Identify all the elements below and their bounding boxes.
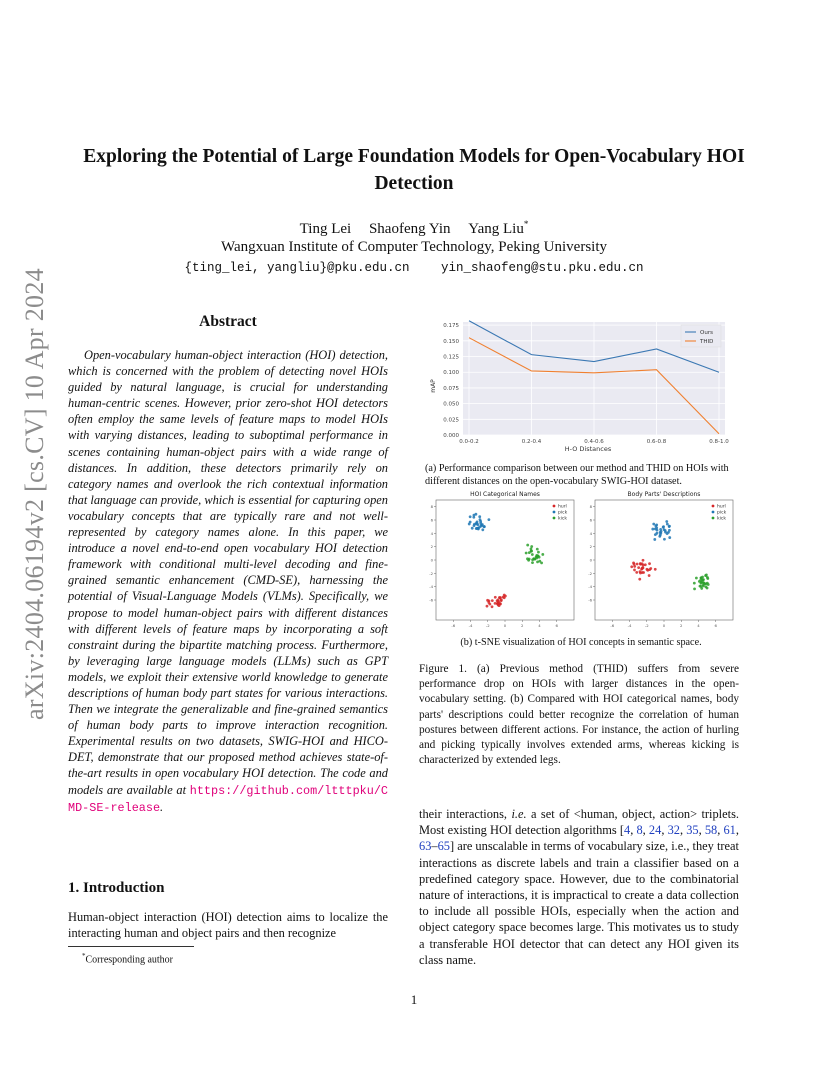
footnote-text: Corresponding author (85, 954, 173, 966)
footnote-mark: * (82, 952, 86, 960)
y-tick-label: 8 (589, 504, 592, 510)
scatter-point-hurl (494, 596, 497, 599)
scatter-point-kick (706, 577, 709, 580)
scatter-point-pick (473, 524, 476, 527)
footnote-divider (68, 946, 194, 947)
scatter-point-kick (706, 587, 709, 590)
scatter-point-hurl (642, 559, 645, 562)
affiliation: Wangxuan Institute of Computer Technology, Peking University (220, 239, 607, 255)
x-tick-label: 4 (697, 623, 700, 628)
y-tick-label: -4 (588, 584, 592, 590)
scatter-point-kick (537, 551, 540, 554)
scatter-point-hurl (499, 596, 502, 599)
scatter-point-kick (700, 587, 703, 590)
scatter-point-pick (666, 523, 669, 526)
scatter-point-pick (667, 531, 670, 534)
scatter-point-pick (653, 538, 656, 541)
scatter-point-hurl (641, 567, 644, 570)
citation-separator: , (661, 823, 668, 838)
x-tick-label: 0.0-0.2 (459, 439, 479, 445)
abstract-text: Open-vocabulary human-object interaction (HOI) detection, which is concerned with the problem of detecting novel HOIs guided by natural language, is crucial for understanding human-centric scenes. However, prior zero-shot HOI detectors often employ the same levels of feature maps to model HOIs with varying distances, leading to suboptimal performance in scenes containing human-object pairs with a wide range of distances. In addition, these detectors primarily rely on category names and overlook the rich contextual information that language can provide, which is essential for capturing open vocabulary concepts that are typically rare and not well-represented by category names alone. In this paper, we introduce a novel end-to-end open vocabulary HOI detection framework with conditional multi-level decoding and fine-grained semantic enhancement (CMD-SE), harnessing the potential of Visual-Language Models (VLMs). Specifically, we propose to model human-object pairs with different distances with different levels of feature maps by incorporating a soft constraint during the bipartite matching process. Furthermore, by leveraging large language models (LLMs) such as GPT models, we exploit their extensive world knowledge to generate descriptions of human body part states for various interactions. Then we integrate the generalizable and fine-grained semantics of human body parts to improve interaction recognition. Experimental results on two datasets, SWIG-HOI and HICO-DET, demonstrate that our proposed method achieves state-of-the-art results in open vocabulary HOI detection. The code and models are available at (68, 348, 388, 797)
citation-link[interactable]: 35 (686, 823, 699, 838)
footnote (82, 952, 173, 965)
body-text-italic: i.e. (511, 807, 527, 821)
scatter-point-pick (483, 525, 486, 528)
legend-marker (712, 517, 715, 520)
email-address[interactable]: {ting_lei, yangliu}@pku.edu.cn (184, 261, 410, 275)
scatter-point-pick (473, 514, 476, 517)
scatter-point-pick (652, 523, 655, 526)
citation-link[interactable]: 32 (667, 823, 680, 838)
arxiv-identifier: arXiv:2404.06194v2 [cs.CV] 10 Apr 2024 (20, 268, 49, 720)
corresponding-mark: * (523, 219, 529, 229)
scatter-point-hurl (654, 568, 657, 571)
x-tick-label: 0.6-0.8 (646, 439, 667, 445)
scatter-point-hurl (648, 574, 651, 577)
scatter-point-kick (695, 577, 698, 580)
legend-label: THID (700, 339, 714, 345)
legend-label: pick (558, 510, 568, 516)
code-link[interactable]: https://github.com/ltttpku/CMD-SE-release (68, 783, 388, 815)
scatter-point-hurl (639, 572, 642, 575)
legend-label: pick (717, 510, 727, 516)
scatter-point-pick (662, 525, 665, 528)
y-tick-label: 4 (589, 530, 592, 536)
legend-label: kick (717, 516, 726, 522)
chart-legend (681, 325, 721, 347)
scatter-point-pick (659, 531, 662, 534)
y-tick-label: 8 (430, 504, 433, 510)
line-chart-distance (425, 318, 740, 458)
scatter-point-pick (663, 538, 666, 541)
legend-label: hurl (558, 504, 567, 510)
scatter-point-pick (659, 528, 662, 531)
author-name: Shaofeng Yin (368, 221, 451, 237)
citation-link[interactable]: 61 (723, 823, 736, 838)
scatter-point-pick (651, 528, 654, 531)
scatter-point-kick (705, 574, 708, 577)
scatter-point-hurl (503, 594, 506, 597)
abstract-end: . (160, 799, 164, 814)
y-tick-label: 6 (589, 517, 592, 523)
citation-separator: , (698, 823, 705, 838)
email-list (0, 261, 828, 275)
x-tick-label: 0.8-1.0 (709, 439, 729, 445)
y-tick-label: 0.125 (443, 354, 459, 361)
scatter-point-pick (654, 533, 657, 536)
legend-label: Ours (700, 330, 713, 336)
x-tick-label: 0.2-0.4 (521, 439, 542, 445)
citation-separator: , (717, 823, 724, 838)
y-tick-label: 0.175 (443, 323, 459, 330)
y-tick-label: 0.150 (443, 338, 459, 345)
x-axis-label: H-O Distances (564, 445, 612, 453)
x-tick-label: -6 (610, 623, 615, 628)
body-text: ] are unscalable in terms of vocabulary size, i.e., they treat interactions as discrete labels and train a classifier based on a predefined category space. However, due to the combinatorial nature of interactions, it is impractical to create a data collection to include all possible HOIs, especially when the action and object category space becomes large. This motivates us to study a transferable HOI detector that can detect any HOI given its class name. (419, 839, 739, 967)
y-tick-label: 0.050 (443, 401, 459, 408)
citation-link[interactable]: 58 (704, 823, 718, 838)
scatter-point-pick (481, 528, 484, 531)
x-tick-label: -6 (451, 623, 456, 628)
y-tick-label: -2 (588, 570, 592, 576)
scatter-point-hurl (636, 563, 639, 566)
scatter-point-pick (468, 523, 471, 526)
scatter-point-pick (479, 522, 482, 525)
author-name (468, 221, 528, 237)
scatter-point-pick (663, 528, 666, 531)
scatter-point-kick (540, 561, 543, 564)
scatter-point-pick (654, 528, 657, 531)
figure-caption-a: (a) Performance comparison between our method and THID on HOIs with different distances on the open-vocabulary SWIG-HOI dataset. (425, 463, 729, 487)
figure-caption: Figure 1. (a) Previous method (THID) suffers from severe performance drop on HOIs with larger distances in the open-vocabulary setting. (b) Compared with HOI categorical names, body parts' descriptions could better recognize the correlation of human postures between different actions. For instance, the action of hurling and picking typically involves extended arms, whereas kicking is characterized by extended legs. (419, 663, 739, 767)
citation-link[interactable]: 24 (648, 823, 662, 838)
citation-link[interactable]: 65 (437, 839, 450, 854)
scatter-point-pick (477, 528, 480, 531)
author-name-text: Yang Liu (468, 221, 524, 237)
paper-title: Exploring the Potential of Large Foundation Models for Open-Vocabulary HOI Detection (83, 146, 745, 194)
scatter-point-hurl (637, 566, 640, 569)
x-tick-label: -2 (644, 623, 649, 628)
scatter-point-pick (658, 535, 661, 538)
scatter-point-kick (533, 558, 536, 561)
y-tick-label: 2 (589, 544, 592, 550)
legend-label: kick (558, 516, 567, 522)
scatter-point-hurl (487, 601, 490, 604)
figure-caption-b: (b) t-SNE visualization of HOI concepts in semantic space. (460, 637, 702, 648)
page-number: 1 (410, 992, 418, 1007)
section-heading: 1. Introduction (68, 880, 165, 896)
legend-marker (553, 511, 556, 514)
scatter-point-hurl (642, 571, 645, 574)
abstract-body (68, 347, 388, 816)
scatter-point-kick (700, 576, 703, 579)
x-tick-label: -4 (627, 623, 632, 628)
body-text: their interactions, (419, 807, 512, 821)
scatter-point-kick (525, 552, 528, 555)
scatter-point-hurl (500, 599, 503, 602)
citation-link[interactable]: 8 (636, 823, 643, 838)
scatter-point-kick (538, 556, 541, 559)
citation-separator: – (431, 839, 438, 854)
y-tick-label: 2 (430, 544, 433, 550)
y-tick-label: 0.075 (443, 385, 459, 392)
scatter-point-kick (526, 544, 529, 547)
y-tick-label: 4 (430, 530, 433, 536)
y-tick-label: 0.025 (443, 417, 459, 424)
citation-link[interactable]: 63 (419, 839, 432, 854)
x-tick-label: 4 (538, 623, 541, 628)
citation-separator: , (735, 823, 739, 838)
abstract-heading: Abstract (199, 313, 257, 330)
y-tick-label: -2 (429, 570, 433, 576)
scatter-point-pick (478, 515, 481, 518)
y-tick-label: 0.000 (443, 433, 459, 439)
citation-link[interactable]: 4 (624, 823, 631, 838)
x-tick-label: 6 (555, 623, 558, 628)
scatter-plot-categorical-names (424, 488, 579, 634)
citation-separator: , (630, 823, 637, 838)
scatter-point-pick (487, 518, 490, 521)
scatter-plot-body-parts (583, 488, 738, 634)
scatter-point-hurl (491, 599, 494, 602)
citation-separator: , (642, 823, 649, 838)
x-tick-label: -4 (468, 623, 473, 628)
legend-marker (553, 505, 556, 508)
scatter-point-hurl (630, 565, 633, 568)
legend-marker (553, 517, 556, 520)
y-tick-label: 0 (430, 557, 433, 563)
scatter-point-hurl (648, 562, 651, 565)
citation-separator: , (679, 823, 687, 838)
scatter-point-pick (469, 515, 472, 518)
author-list (0, 219, 828, 238)
scatter-point-hurl (491, 605, 494, 608)
scatter-point-hurl (499, 602, 502, 605)
scatter-point-hurl (638, 578, 641, 581)
scatter-point-hurl (644, 563, 647, 566)
y-tick-label: 0.100 (443, 370, 459, 377)
scatter-point-hurl (633, 563, 636, 566)
scatter-point-pick (476, 520, 479, 523)
body-text: a set of <human, object, action> triplets. Most existing HOI detection algorithms [ (419, 807, 739, 838)
author-name: Ting Lei (299, 221, 352, 237)
x-tick-label: 6 (714, 623, 717, 628)
y-tick-label: 6 (430, 517, 433, 523)
y-tick-label: -6 (588, 597, 592, 603)
scatter-point-pick (655, 524, 658, 527)
scatter-point-kick (528, 551, 531, 554)
scatter-point-hurl (494, 602, 497, 605)
y-tick-label: -6 (429, 597, 433, 603)
scatter-point-kick (531, 553, 534, 556)
scatter-point-kick (536, 548, 539, 551)
email-address[interactable]: yin_shaofeng@stu.pku.edu.cn (441, 261, 644, 275)
legend-label: hurl (717, 504, 726, 510)
scatter-point-pick (477, 523, 480, 526)
scatter-point-kick (530, 547, 533, 550)
x-tick-label: 2 (680, 623, 683, 628)
x-tick-label: 2 (521, 623, 524, 628)
scatter-point-hurl (649, 567, 652, 570)
scatter-point-pick (668, 525, 671, 528)
x-tick-label: 0 (503, 623, 507, 628)
scatter-point-kick (527, 559, 530, 562)
scatter-point-kick (700, 581, 703, 584)
intro-paragraph-continued (419, 806, 739, 968)
scatter-point-hurl (633, 569, 636, 572)
scatter-point-pick (665, 520, 668, 523)
y-tick-label: -4 (429, 584, 433, 590)
x-tick-label: -2 (485, 623, 490, 628)
scatter-point-hurl (486, 605, 489, 608)
intro-paragraph: Human-object interaction (HOI) detection aims to localize the interacting human and object pairs and then recognize (68, 910, 388, 941)
scatter-point-kick (541, 553, 544, 556)
scatter-title: Body Parts' Descriptions (627, 491, 701, 498)
scatter-point-pick (668, 536, 671, 539)
y-axis-label: mAP (430, 379, 437, 393)
scatter-point-kick (705, 582, 708, 585)
x-tick-label: 0.4-0.6 (584, 439, 604, 445)
scatter-point-kick (531, 561, 534, 564)
x-tick-label: 0 (662, 623, 666, 628)
scatter-point-kick (693, 587, 696, 590)
scatter-point-hurl (646, 569, 649, 572)
scatter-title: HOI Categorical Names (470, 491, 540, 498)
scatter-point-kick (693, 582, 696, 585)
legend-marker (712, 505, 715, 508)
scatter-point-hurl (635, 571, 638, 574)
scatter-point-kick (535, 554, 538, 557)
legend-marker (712, 511, 715, 514)
scatter-point-hurl (641, 562, 644, 565)
scatter-point-pick (471, 527, 474, 530)
y-tick-label: 0 (589, 557, 592, 563)
